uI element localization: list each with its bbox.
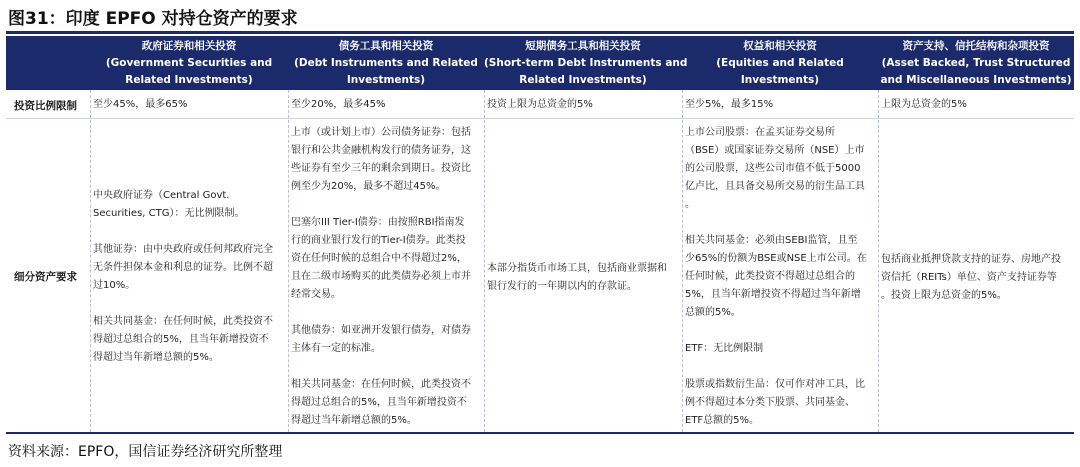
header-short [484,36,688,90]
detail-paragraph: 巴塞尔III Tier-I债券：由按照RBI指南发 行的商业银行发行的Tier-I债券。此类投 资在任何时候的总组合中不得超过2%， 且在二级市场购买的此类债券必须上市并 经常交易。 [291,217,471,300]
detail-paragraph: 其他债券：如亚洲开发银行债券，对债券 主体有一定的标准。 [291,325,471,354]
header-cn: 政府证券和相关投资 [141,40,237,52]
figure-title: 图31：印度 EPFO 对持仓资产的要求 [6,4,1074,34]
ratio-debt: 至少20%，最多45% [291,99,386,110]
detail-paragraph: 上市公司股票：在孟买证券交易所 （BSE）或国家证券交易所（NSE）上市 的公司股票，这些公司市值不低于5000 亿卢比，且具备交易所交易的衍生品工具 。 [685,127,865,210]
detail-paragraph: 中央政府证券（Central Govt. Securities, CTG）：无比例限制。 [93,190,245,219]
header-en: and Miscellaneous Investments) [880,74,1072,86]
header-cn: 债务工具和相关投资 [338,40,434,52]
header-misc [878,36,1074,90]
header-en: (Equities and Related [716,57,844,69]
header-en: (Asset Backed, Trust Structured [881,57,1071,69]
bottom-rule [6,432,1074,434]
header-cn: 权益和相关投资 [743,40,817,52]
ratio-gov: 至少45%，最多65% [93,99,188,110]
detail-paragraph: 上市（或计划上市）公司债务证券：包括 银行和公共金融机构发行的债务证券，这 些证券有至少三年的剩余到期日。投资比 例至少为20%，最多不超过45%。 [291,127,471,192]
detail-misc [881,251,1077,305]
source-note: 资料来源：EPFO，国信证券经济研究所整理 [8,444,283,460]
ratio-misc: 上限为总资金的5% [881,99,967,110]
detail-paragraph: 相关共同基金：必须由SEBI监管，且至 少65%的份额为BSE或NSE上市公司。在 任何时候，此类投资不得超过总组合的 5%，且当年新增投资不得超过当年新增 总额的5%。 [685,235,867,318]
detail-paragraph: 本部分指货币市场工具，包括商业票据和 银行发行的一年期以内的存款证。 [487,263,667,292]
column-divider [288,90,289,432]
header-en: Related Investments) [519,74,647,86]
detail-gov [93,187,288,367]
detail-short [487,260,684,296]
header-en: (Government Securities and [105,57,273,69]
header-debt [288,36,484,90]
row-divider [6,118,1074,119]
header-equity [682,36,878,90]
header-cn: 资产支持、信托结构和杂项投资 [902,40,1050,52]
header-en: (Short-term Debt Instruments and [484,57,688,69]
ratio-equity: 至少5%，最多15% [685,99,774,110]
detail-paragraph: ETF：无比例限制 [685,343,764,354]
header-en: (Debt Instruments and Related [294,57,478,69]
detail-paragraph: 包括商业抵押贷款支持的证券、房地产投 资信托（REITs）单位、资产支持证券等 。投资上限为总资金的5%。 [881,254,1061,301]
header-cn: 短期债务工具和相关投资 [525,40,641,52]
header-en: Investments) [346,74,426,86]
header-en: Investments) [740,74,820,86]
ratio-short: 投资上限为总资金的5% [487,99,593,110]
detail-paragraph: 其他证券：由中央政府或任何邦政府完全 无条件担保本金和利息的证券。比例不超 过10%。 [93,244,273,291]
header-gov [90,36,288,90]
detail-paragraph: 相关共同基金：在任何时候，此类投资不 得超过总组合的5%，且当年新增投资不 得超过当年新增总额的5%。 [291,379,471,426]
row-label-ratio: 投资比例限制 [14,100,77,112]
detail-paragraph: 股票或指数衍生品：仅可作对冲工具，比 例不得超过本分类下股票、共同基金、 ETF总额的5%。 [685,379,865,426]
table-header [6,36,1074,90]
detail-paragraph: 相关共同基金：在任何时候，此类投资不 得超过总组合的5%，且当年新增投资不 得超过当年新增总额的5%。 [93,316,273,363]
row-label-detail: 细分资产要求 [14,271,77,283]
detail-equity [685,124,880,430]
column-divider [90,90,91,432]
detail-debt [291,124,486,430]
header-en: Related Investments) [125,74,253,86]
